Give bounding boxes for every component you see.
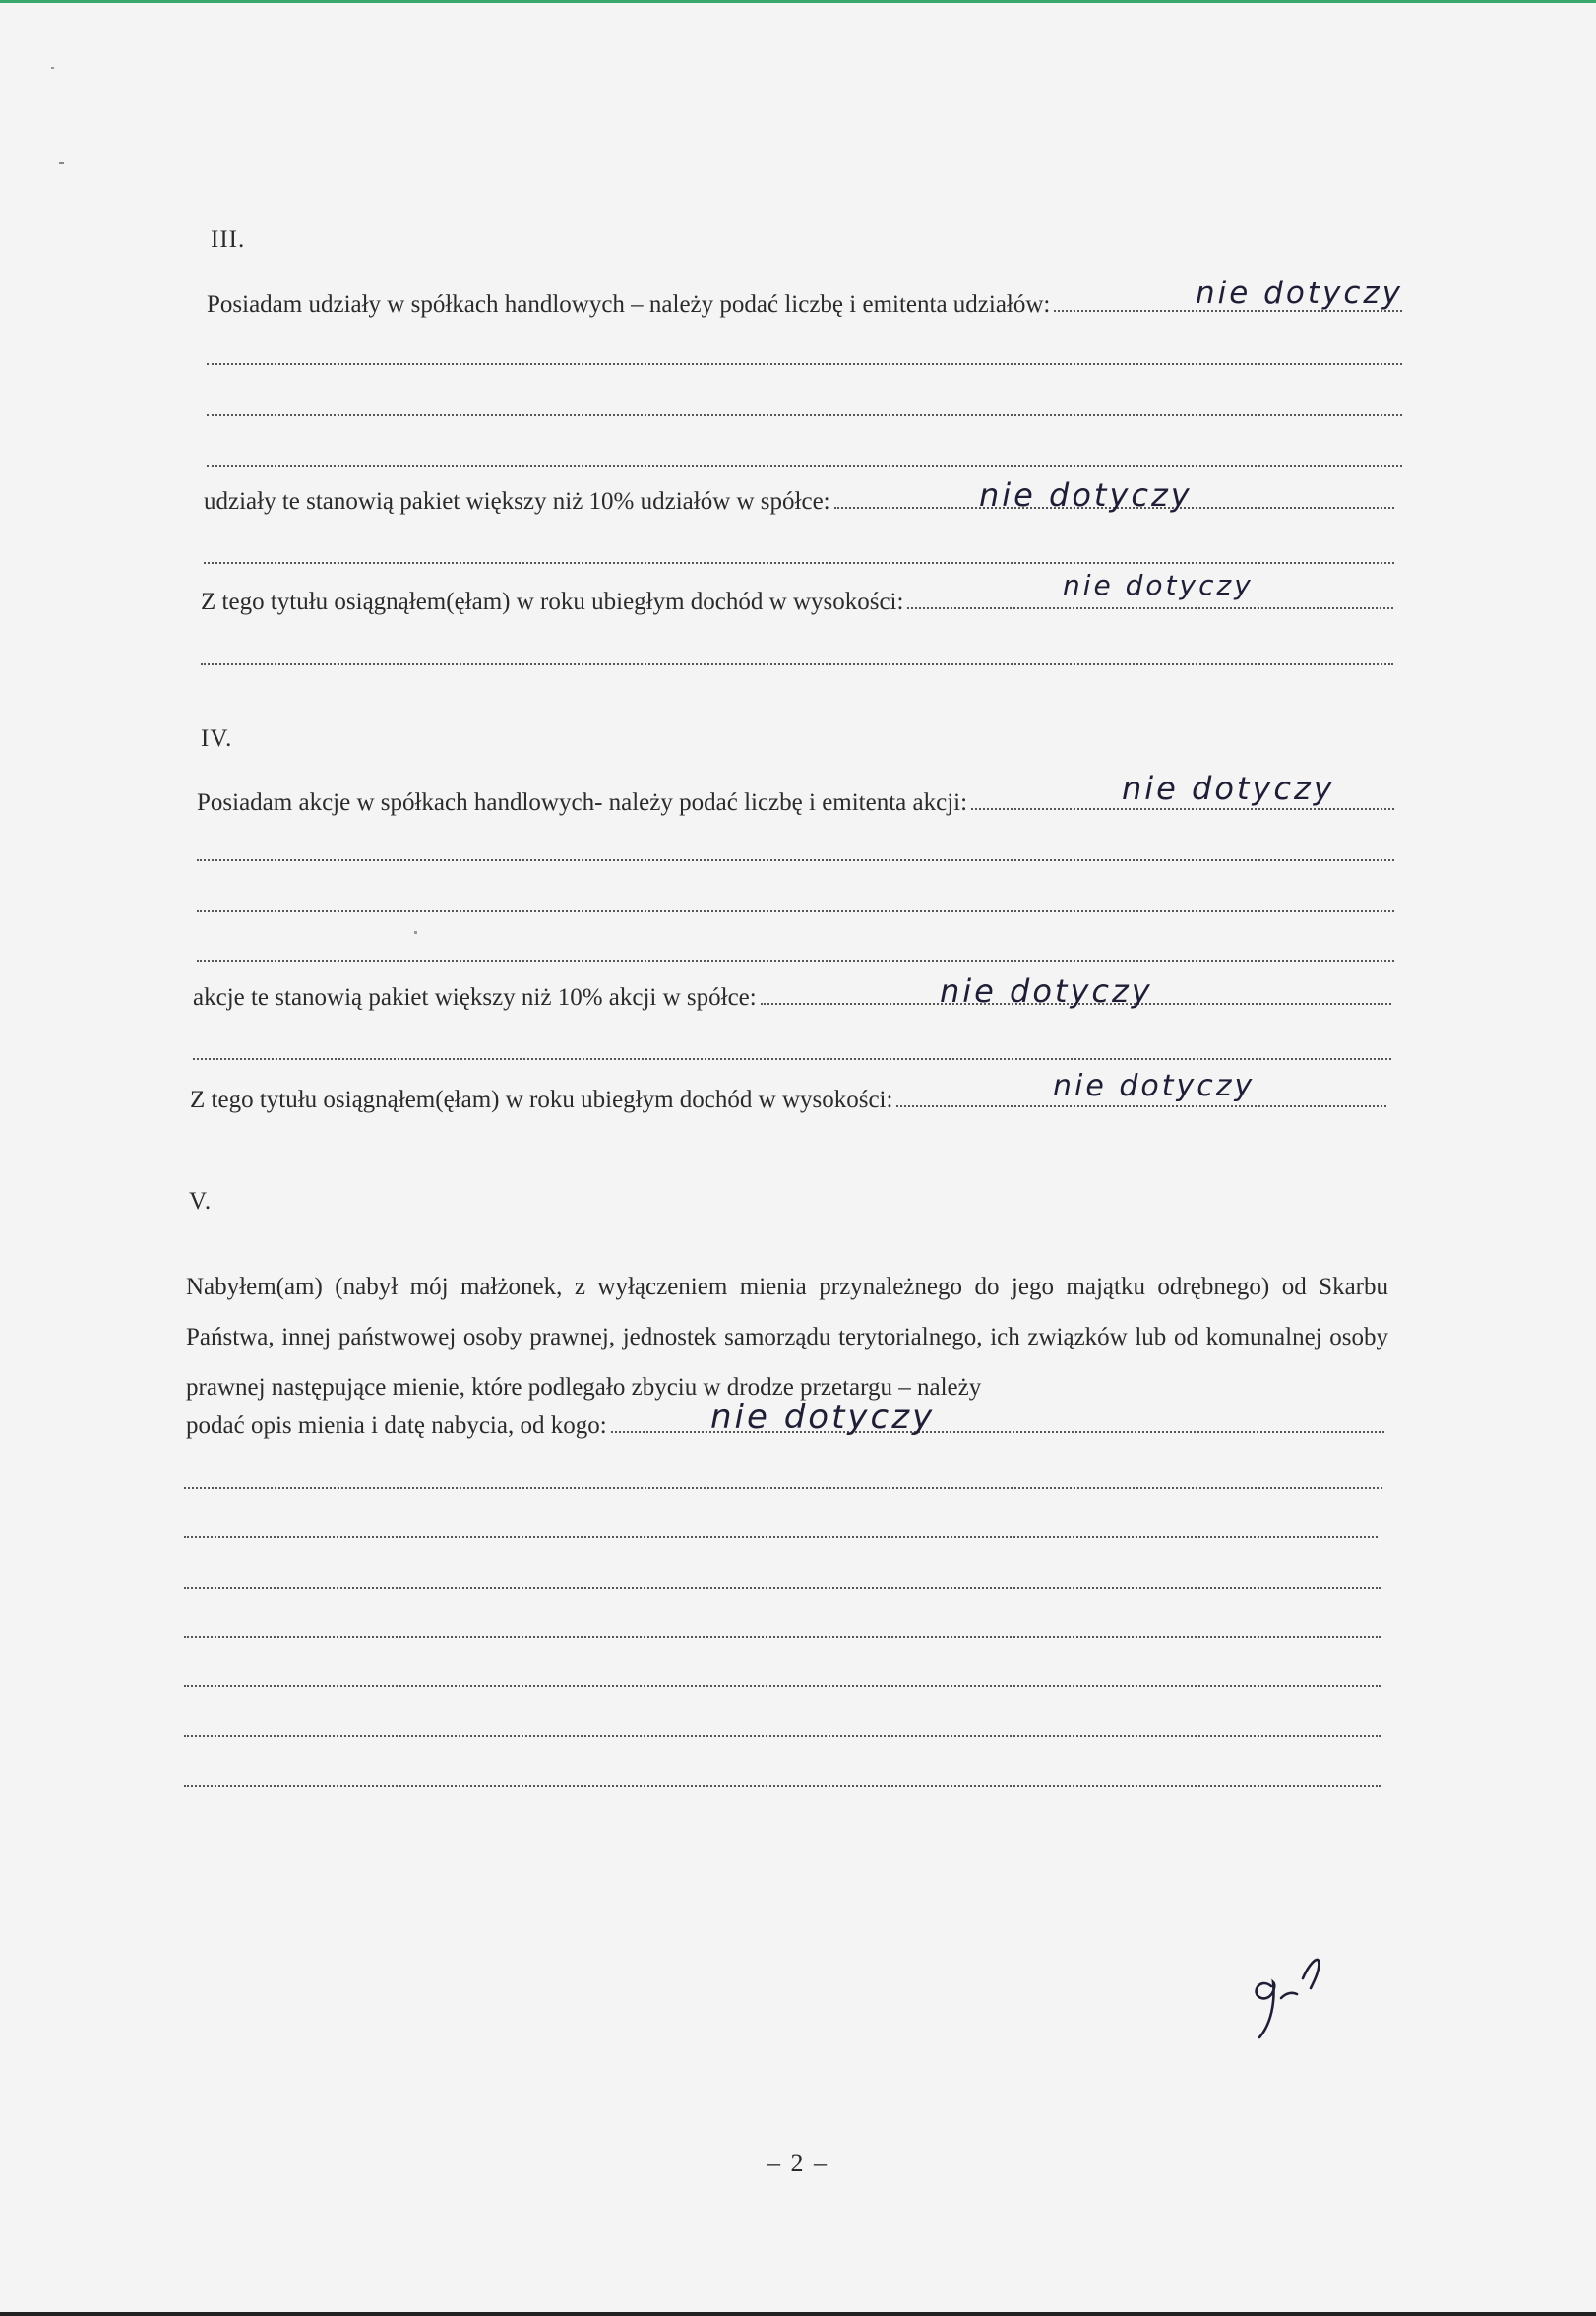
blank-dotted-line xyxy=(184,1783,1381,1787)
section-5-heading: V. xyxy=(189,1188,213,1215)
blank-dotted-line xyxy=(184,1484,1382,1489)
blank-dotted-line xyxy=(207,360,1402,365)
section-5-last-line-label: podać opis mienia i datę nabycia, od kogo: xyxy=(186,1412,607,1439)
page-number: – 2 – xyxy=(767,2149,829,2177)
initials-signature xyxy=(1242,1947,1350,2045)
section-3-stake-handwritten-answer: nie dotyczy xyxy=(979,476,1193,514)
blank-dotted-line xyxy=(201,660,1393,665)
section-3-shares-handwritten-answer: nie dotyczy xyxy=(1196,276,1403,311)
blank-dotted-line xyxy=(197,856,1394,861)
blank-dotted-line xyxy=(197,908,1394,912)
section-4-shares-handwritten-answer: nie dotyczy xyxy=(1122,770,1335,807)
dotted-fill xyxy=(896,1103,1386,1107)
section-4-income-label: Z tego tytułu osiągnąłem(ęłam) w roku ubiegłym dochód w wysokości: xyxy=(190,1087,893,1113)
blank-dotted-line xyxy=(184,1633,1381,1638)
blank-dotted-line xyxy=(207,411,1402,416)
section-5-handwritten-answer: nie dotyczy xyxy=(710,1398,936,1437)
section-4-stake-line xyxy=(193,984,1391,1012)
scan-bottom-edge xyxy=(0,2312,1596,2316)
section-3-stake-line xyxy=(204,488,1394,516)
section-4-income-handwritten-answer: nie dotyczy xyxy=(1053,1069,1256,1103)
section-4-stake-handwritten-answer: nie dotyczy xyxy=(940,972,1153,1010)
section-3-shares-label: Posiadam udziały w spółkach handlowych – należy podać liczbę i emitenta udziałów: xyxy=(207,291,1051,318)
scan-speck xyxy=(59,162,64,164)
section-5-paragraph: Nabyłem(am) (nabył mój małżonek, z wyłączeniem mienia przynależnego do jego majątku odrębnego) od Skarbu Państwa, innej państwowej osoby prawnej, jednostek samorządu terytorialnego, ich związków lub od komunalnej osoby prawnej następujące mienie, które podlegało zbyciu w drodze przetargu – należy xyxy=(186,1274,1388,1401)
section-3-heading: III. xyxy=(211,226,246,253)
section-4-stake-label: akcje te stanowią pakiet większy niż 10% akcji w spółce: xyxy=(193,984,757,1011)
blank-dotted-line xyxy=(184,1584,1381,1589)
section-4-shares-label: Posiadam akcje w spółkach handlowych- należy podać liczbę i emitenta akcji: xyxy=(197,789,968,816)
dotted-fill xyxy=(907,605,1393,609)
blank-dotted-line xyxy=(184,1682,1381,1687)
blank-dotted-line xyxy=(184,1534,1378,1538)
section-3-income-handwritten-answer: nie dotyczy xyxy=(1063,569,1254,601)
blank-dotted-line xyxy=(204,559,1394,564)
scan-speck xyxy=(51,67,54,69)
blank-dotted-line xyxy=(207,462,1402,467)
scan-speck xyxy=(414,931,417,934)
blank-dotted-line xyxy=(197,957,1394,962)
section-3-stake-label: udziały te stanowią pakiet większy niż 10% udziałów w spółce: xyxy=(204,488,830,515)
blank-dotted-line xyxy=(184,1732,1381,1737)
blank-dotted-line xyxy=(193,1055,1391,1060)
section-4-heading: IV. xyxy=(201,725,233,752)
section-3-income-label: Z tego tytułu osiągnąłem(ęłam) w roku ubiegłym dochód w wysokości: xyxy=(201,589,904,615)
